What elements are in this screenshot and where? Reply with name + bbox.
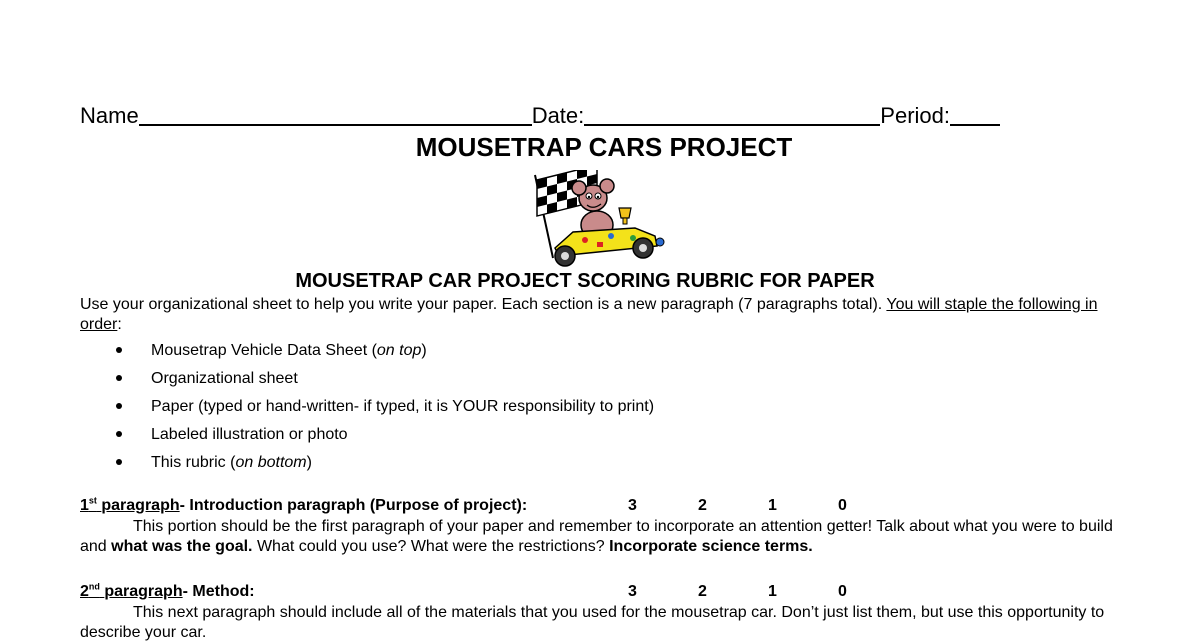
bullet-icon [116, 403, 122, 409]
paragraph-1-heading: 1st paragraph- Introduction paragraph (Purpose of project): 3 2 1 0 [80, 495, 1125, 517]
paragraph-2-label: 2nd paragraph [80, 581, 183, 600]
list-item: This rubric (on bottom) [114, 452, 654, 480]
score-1[interactable]: 1 [768, 583, 777, 600]
intro-paragraph [80, 295, 1125, 335]
date-field[interactable] [584, 102, 880, 126]
score-0[interactable]: 0 [838, 497, 847, 514]
intro-underlined-text: You will staple the following in order [80, 296, 1098, 333]
score-0[interactable]: 0 [838, 583, 847, 600]
intro-colon: : [117, 316, 122, 333]
bullet-icon [116, 375, 122, 381]
score-3[interactable]: 3 [628, 583, 637, 600]
name-field[interactable] [139, 102, 532, 126]
header-line [80, 102, 1120, 130]
paragraph-1-body: This portion should be the first paragraph of your paper and remember to incorporate an attention getter! Talk about what you were to build and what was the goal. What could you use? What were the restrictions? Incorporate science terms. [80, 518, 1113, 555]
period-field[interactable] [950, 102, 1000, 126]
paragraph-2-heading: 2nd paragraph- Method: 3 2 1 0 [80, 581, 1125, 603]
score-1[interactable]: 1 [768, 497, 777, 514]
paragraph-2-body: This next paragraph should include all of the materials that you used for the mousetrap car. Don’t just list them, but use this opportunity to describe your car. [80, 604, 1105, 641]
period-label: Period: [880, 103, 950, 128]
mousetrap-car-logo-icon [515, 170, 670, 270]
paragraph-1-label: 1st paragraph [80, 495, 180, 514]
list-item: Paper (typed or hand-written- if typed, it is YOUR responsibility to print) [114, 396, 654, 424]
score-2[interactable]: 2 [698, 583, 707, 600]
date-label: Date: [531, 103, 585, 128]
staple-order-list [114, 340, 654, 480]
bullet-icon [116, 459, 122, 465]
list-item: Labeled illustration or photo [114, 424, 654, 452]
score-3[interactable]: 3 [628, 497, 637, 514]
list-item: Mousetrap Vehicle Data Sheet (on top) [114, 340, 654, 368]
name-label: Name [80, 103, 139, 128]
bullet-icon [116, 347, 122, 353]
list-item: Organizational sheet [114, 368, 654, 396]
page-title: MOUSETRAP CARS PROJECT [415, 132, 793, 162]
score-2[interactable]: 2 [698, 497, 707, 514]
rubric-subtitle: MOUSETRAP CAR PROJECT SCORING RUBRIC FOR PAPER [295, 270, 875, 292]
intro-text: Use your organizational sheet to help you write your paper. Each section is a new paragraph (7 paragraphs total). [80, 296, 887, 313]
bullet-icon [116, 431, 122, 437]
